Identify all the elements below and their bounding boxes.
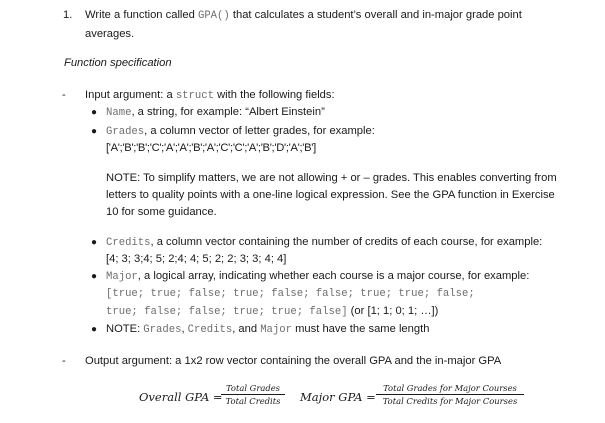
question-line-2: averages. [85, 28, 135, 40]
grades-field-text: , a column vector of letter grades, for example: [144, 125, 375, 137]
spec-heading: Function specification [64, 57, 172, 69]
major-field-code: Major [106, 271, 138, 283]
grades-field-code: Grades [106, 126, 145, 138]
name-field-text: , a string, for example: “Albert Einstein” [131, 106, 325, 118]
question-text: Write a function called [85, 9, 198, 21]
fraction-bar [221, 394, 285, 395]
input-dash: - [62, 89, 66, 101]
bullet-icon: ● [91, 237, 98, 248]
major-example-tail: (or [1; 1; 0; 1; …]) [347, 305, 439, 317]
note-suffix: must have the same length [291, 323, 430, 335]
major-gpa-label: Major GPA = [300, 390, 376, 404]
note-sep: , and [232, 323, 261, 335]
major-gpa-fraction [376, 383, 524, 406]
note-credits-code: Credits [187, 324, 233, 336]
input-text: Input argument: a [85, 89, 176, 101]
input-text-continued: with the following fields: [213, 89, 335, 101]
major-field-text: , a logical array, indicating whether each course is a major course, for example: [137, 270, 530, 282]
bullet-icon: ● [91, 271, 98, 282]
length-note [106, 323, 429, 336]
overall-denominator: Total Credits [225, 396, 281, 406]
fraction-bar [376, 394, 524, 395]
note-line-1: NOTE: To simplify matters, we are not allowing + or – grades. This enables converting from [106, 172, 557, 184]
struct-keyword: struct [175, 90, 214, 102]
field-major-line [106, 270, 529, 283]
bullet-icon: ● [91, 126, 98, 137]
note-line-2: letters to quality points with a one-line logical expression. See the GPA function in Exercise [106, 189, 555, 201]
credits-field-text: , a column vector containing the number of credits of each course, for example: [150, 236, 543, 248]
credits-field-code: Credits [106, 237, 151, 249]
grades-example: ['A';'B';'B';'C';'A';'A';'B';'A';'C';'C';'A';'B';'D';'A';'B'] [106, 142, 316, 154]
output-argument-line: Output argument: a 1x2 row vector containing the overall GPA and the in-major GPA [85, 355, 502, 367]
major-example-line-1: [true; true; false; true; false; false; true; true; false; [106, 288, 475, 300]
major-numerator: Total Grades for Major Courses [383, 383, 517, 393]
field-credits-line [106, 236, 542, 249]
field-name-line [106, 106, 325, 119]
function-name: GPA() [197, 10, 230, 22]
note-grades-code: Grades [143, 324, 182, 336]
credits-example: [4; 3; 3;4; 5; 2;4; 4; 5; 2; 2; 3; 3; 4; 4] [106, 253, 287, 265]
major-example-line-2 [106, 305, 438, 318]
note-major-code: Major [260, 324, 292, 336]
overall-numerator: Total Grades [226, 383, 280, 393]
name-field-code: Name [106, 107, 132, 119]
question-line-1 [85, 9, 522, 22]
question-number: 1. [63, 9, 73, 21]
bullet-icon: ● [91, 324, 98, 335]
note-line-3: 10 for some guidance. [106, 206, 217, 218]
major-example-code: true; false; false; true; true; false] [106, 306, 348, 318]
bullet-icon: ● [91, 107, 98, 118]
input-argument-line [85, 89, 335, 102]
overall-gpa-fraction [221, 383, 285, 406]
note-prefix: NOTE: [106, 323, 144, 335]
overall-gpa-label: Overall GPA = [139, 390, 223, 404]
field-grades-line [106, 125, 375, 138]
output-dash: - [62, 355, 66, 367]
question-text-continued: that calculates a student’s overall and in-major grade point [229, 9, 522, 21]
note-sep: , [181, 323, 188, 335]
major-denominator: Total Credits for Major Courses [382, 396, 518, 406]
